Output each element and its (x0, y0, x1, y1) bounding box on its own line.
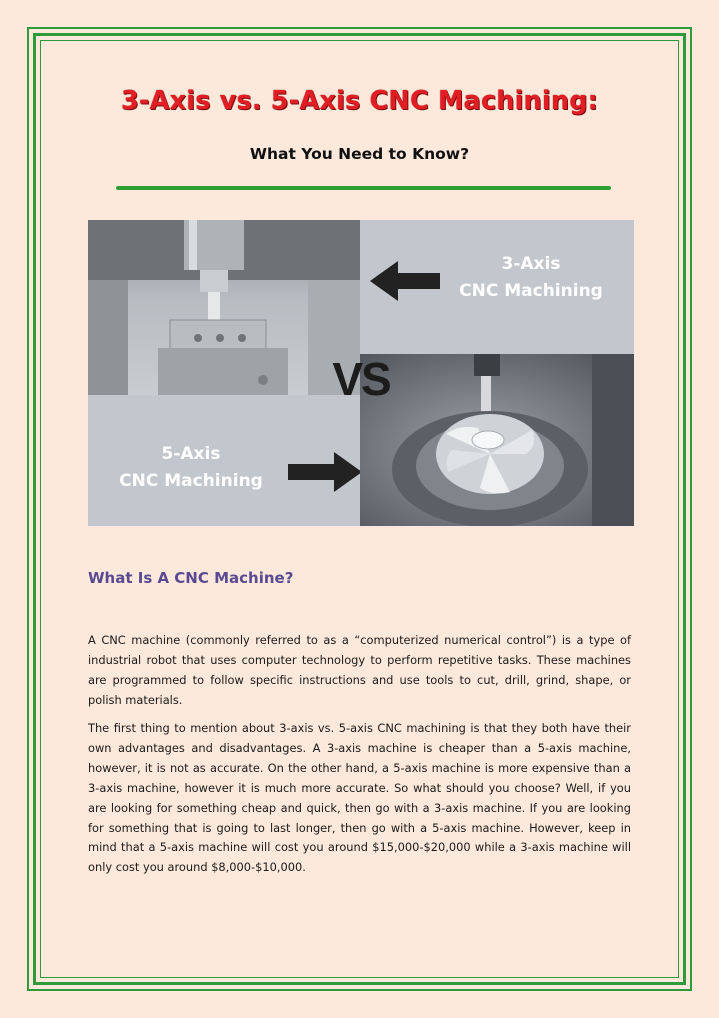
five-axis-label-line-1: 5-Axis (161, 444, 221, 464)
five-axis-impeller-illustration (360, 354, 634, 526)
vs-badge: VS (332, 353, 390, 405)
three-axis-label-line-1: 3-Axis (501, 254, 561, 274)
three-axis-machine-illustration (88, 220, 360, 395)
paragraph-axis-comparison: The first thing to mention about 3-axis vs. 5-axis CNC machining is that they both have their own advantages and disadvantages. A 3-axis machine is cheaper than a 5-axis machine, however, it is not as accurate. On the other hand, a 5-axis machine is more expensive than a 3-axis machine, however it is much more accurate. So what should you choose? Well, if you are looking for something cheap and quick, then go with a 3-axis machine. If you are looking for something that is going to last longer, then go with a 5-axis machine. However, keep in mind that a 5-axis machine will cost you around $15,000-$20,000 while a 3-axis machine will only cost you around $8,000-$10,000. (88, 721, 631, 875)
arrow-right-icon (286, 447, 362, 497)
three-axis-machine-photo (88, 220, 360, 395)
three-axis-label-line-2: CNC Machining (459, 281, 603, 301)
arrow-left-icon (370, 256, 460, 306)
three-axis-label-panel (360, 220, 634, 354)
five-axis-machine-photo (360, 354, 634, 526)
document-subtitle: What You Need to Know? (249, 145, 470, 163)
section-heading-cnc-machine: What Is A CNC Machine? (88, 569, 294, 587)
hero-image (88, 220, 634, 526)
document-title: 3-Axis vs. 5-Axis CNC Machining: (120, 86, 599, 116)
five-axis-label-line-2: CNC Machining (119, 471, 263, 491)
title-divider (116, 186, 611, 190)
three-axis-label (448, 251, 614, 305)
five-axis-label (96, 441, 286, 495)
paragraph-cnc-definition: A CNC machine (commonly referred to as a “computerized numerical control”) is a type of industrial robot that uses computer technology to perform repetitive tasks. These machines are programmed to follow specific instructions and use tools to cut, drill, grind, shape, or polish materials. (88, 633, 631, 707)
five-axis-label-panel (88, 395, 360, 526)
